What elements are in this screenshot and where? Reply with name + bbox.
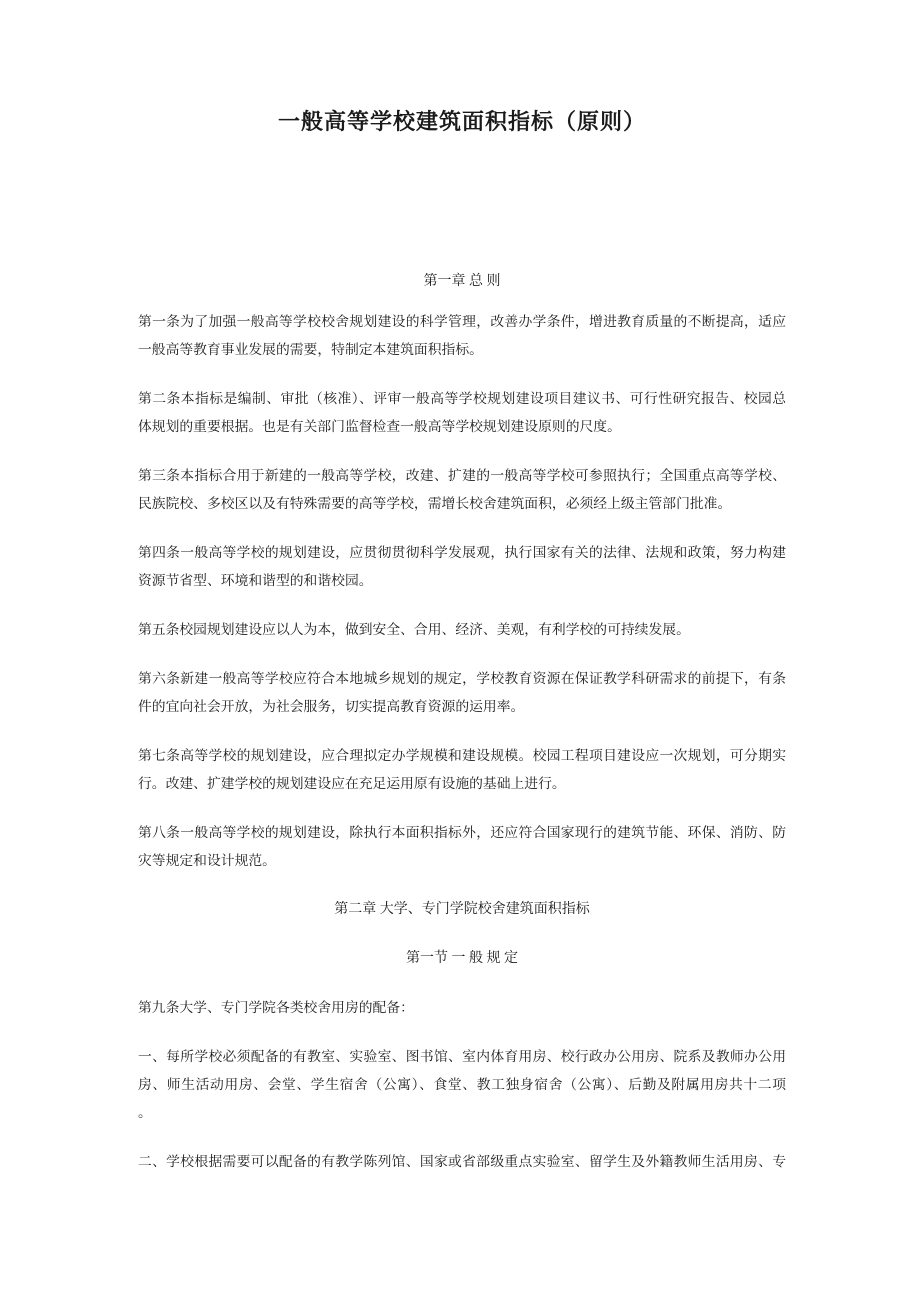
paragraph-line: 行。改建、扩建学校的规划建设应在充足运用原有设施的基础上进行。 [138,776,566,791]
paragraph-line: 第六条新建一般高等学校应符合本地城乡规划的规定，学校教育资源在保证教学科研需求的前提下，有条 [138,671,786,686]
paragraph-article-8 [138,819,786,875]
paragraph-line: 。 [138,1105,152,1120]
document-title: 一般高等学校建筑面积指标（原则） [277,109,646,134]
paragraph-item-1 [138,1043,786,1127]
chapter-1-heading: 第一章 总 则 [423,274,501,289]
paragraph-article-7 [138,742,786,798]
paragraph-line: 资源节省型、环境和谐型的和谐校园。 [138,573,373,588]
chapter-2-heading: 第二章 大学、专门学院校舍建筑面积指标 [334,902,590,917]
paragraph-item-2 [138,1148,786,1176]
paragraph-article-4 [138,539,786,595]
paragraph-line: 一般高等教育事业发展的需要，特制定本建筑面积指标。 [138,342,483,357]
paragraph-article-9 [138,994,786,1022]
paragraph-line: 第九条大学、专门学院各类校舍用房的配备： [138,1000,414,1015]
paragraph-line: 房、师生活动用房、会堂、学生宿舍（公寓）、食堂、教工独身宿舍（公寓）、后勤及附属用房共十二项 [138,1077,786,1092]
paragraph-article-5 [138,616,786,644]
paragraph-line: 民族院校、多校区以及有特殊需要的高等学校，需增长校舍建筑面积，必须经上级主管部门批准。 [138,496,732,511]
paragraph-line: 一、每所学校必须配备的有教室、实验室、图书馆、室内体育用房、校行政办公用房、院系及教师办公用 [138,1049,786,1064]
paragraph-line: 第五条校园规划建设应以人为本，做到安全、合用、经济、美观，有利学校的可持续发展。 [138,622,690,637]
paragraph-line: 第八条一般高等学校的规划建设，除执行本面积指标外，还应符合国家现行的建筑节能、环保、消防、防 [138,825,786,840]
paragraph-article-6 [138,665,786,721]
paragraph-line: 灾等规定和设计规范。 [138,853,276,868]
paragraph-line: 第一条为了加强一般高等学校校舍规划建设的科学管理，改善办学条件，增进教育质量的不断提高，适应 [138,314,786,329]
paragraph-article-1 [138,308,786,364]
paragraph-article-3 [138,462,786,518]
paragraph-line: 第三条本指标合用于新建的一般高等学校，改建、扩建的一般高等学校可参照执行；全国重点高等学校、 [138,468,786,483]
paragraph-line: 第二条本指标是编制、审批（核准）、评审一般高等学校规划建设项目建议书、可行性研究报告、校园总 [138,391,786,406]
paragraph-line: 体规划的重要根据。也是有关部门监督检查一般高等学校规划建设原则的尺度。 [138,419,621,434]
paragraph-line: 第四条一般高等学校的规划建设，应贯彻贯彻科学发展观，执行国家有关的法律、法规和政策，努力构建 [138,545,786,560]
paragraph-article-2 [138,385,786,441]
section-1-heading: 第一节 一 般 规 定 [406,951,518,966]
paragraph-line: 第七条高等学校的规划建设，应合理拟定办学规模和建设规模。校园工程项目建设应一次规划，可分期实 [138,748,786,763]
paragraph-line: 件的宜向社会开放，为社会服务，切实提高教育资源的运用率。 [138,699,525,714]
paragraph-line: 二、学校根据需要可以配备的有教学陈列馆、国家或省部级重点实验室、留学生及外籍教师生活用房、专 [138,1154,786,1169]
